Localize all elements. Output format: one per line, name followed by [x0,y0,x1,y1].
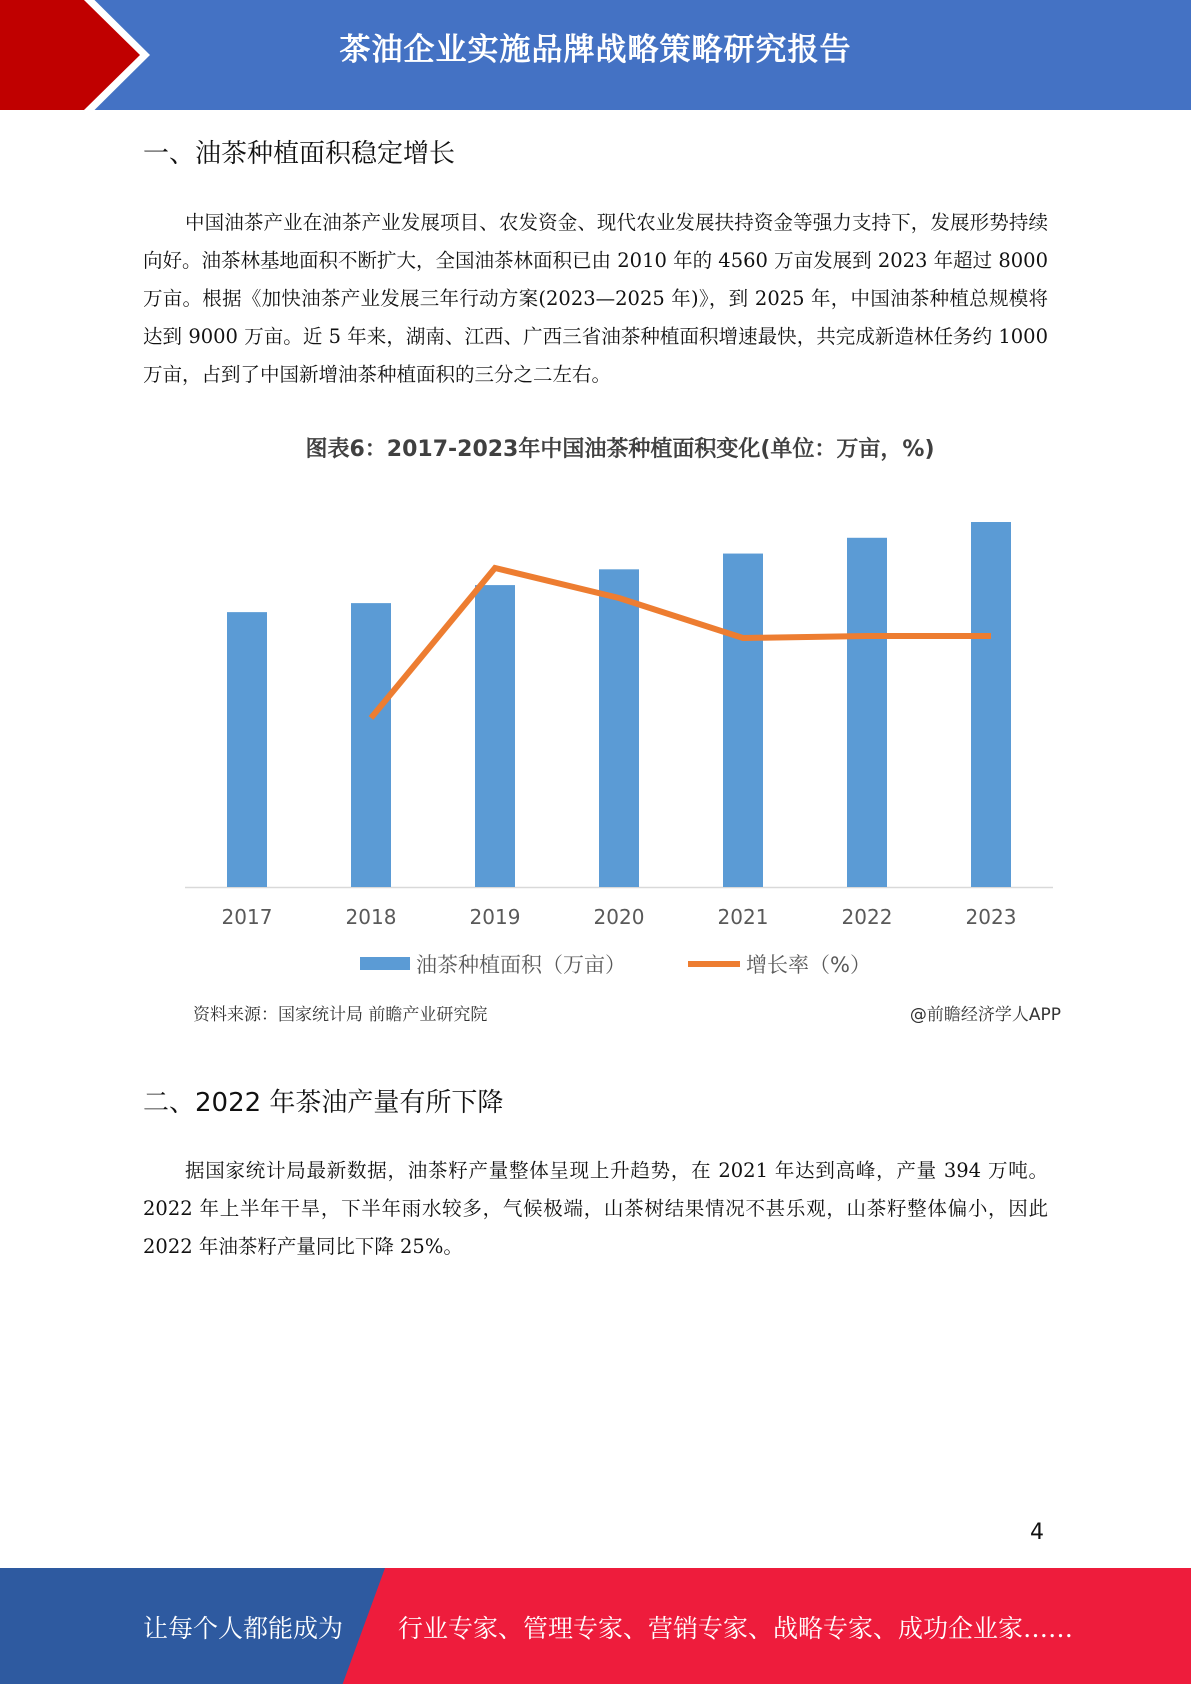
chart-source: 资料来源：国家统计局 前瞻产业研究院 [193,1005,488,1025]
chart-title: 图表6：2017-2023年中国油茶种植面积变化(单位：万亩，%) [305,437,935,462]
section2-heading: 二、2022 年茶油产量有所下降 [143,1088,504,1118]
footer-band [0,1568,1191,1684]
legend-line-label: 增长率（%） [746,953,871,977]
legend-bar-swatch [360,957,410,970]
x-tick-2019: 2019 [469,905,521,929]
legend-bar-label: 油茶种植面积（万亩） [416,953,626,977]
bar-2018 [351,603,391,887]
x-tick-2020: 2020 [593,905,645,929]
x-tick-2018: 2018 [345,905,397,929]
bar-2021 [723,554,763,887]
section1-paragraph: 中国油茶产业在油茶产业发展项目、农发资金、现代农业发展扶持资金等强力支持下，发展形势持续向好。油茶林基地面积不断扩大，全国油茶林面积已由 2010 年的 4560 万亩发展到 2023 年超过 8000 万亩。根据《加快油茶产业发展三年行动方案(2023—2025 年)》，到 2025 年，中国油茶种植总规模将达到 9000 万亩。近 5 年来，湖南、江西、广西三省油茶种植面积增速最快，共完成新造林任务约 1000 万亩，占到了中国新增油茶种植面积的三分之二左右。 [143,211,1048,386]
chart-credit: @前瞻经济学人APP [909,1005,1061,1025]
growth-rate-line [371,568,991,718]
x-tick-2021: 2021 [717,905,769,929]
x-tick-2017: 2017 [221,905,273,929]
x-tick-2022: 2022 [841,905,893,929]
footer-slogan-right: 行业专家、管理专家、营销专家、战略专家、成功企业家…… [398,1614,1074,1643]
section2-paragraph: 据国家统计局最新数据，油茶籽产量整体呈现上升趋势，在 2021 年达到高峰，产量 394 万吨。2022 年上半年干旱，下半年雨水较多，气候极端，山茶树结果情况不甚乐观，山茶籽整体偏小，因此 2022 年油茶籽产量同比下降 25%。 [143,1159,1048,1258]
section1-heading: 一、油茶种植面积稳定增长 [143,139,456,169]
bar-2020 [599,569,639,887]
report-title: 茶油企业实施品牌战略策略研究报告 [339,32,852,68]
bar-2019 [475,585,515,887]
page-number: 4 [1030,1520,1044,1545]
header-band [0,0,1191,110]
footer-slogan-left: 让每个人都能成为 [143,1614,344,1643]
x-tick-2023: 2023 [965,905,1017,929]
planting-area-chart [180,475,1060,990]
bar-2017 [227,612,267,887]
bar-2023 [971,522,1011,887]
bar-2022 [847,538,887,887]
